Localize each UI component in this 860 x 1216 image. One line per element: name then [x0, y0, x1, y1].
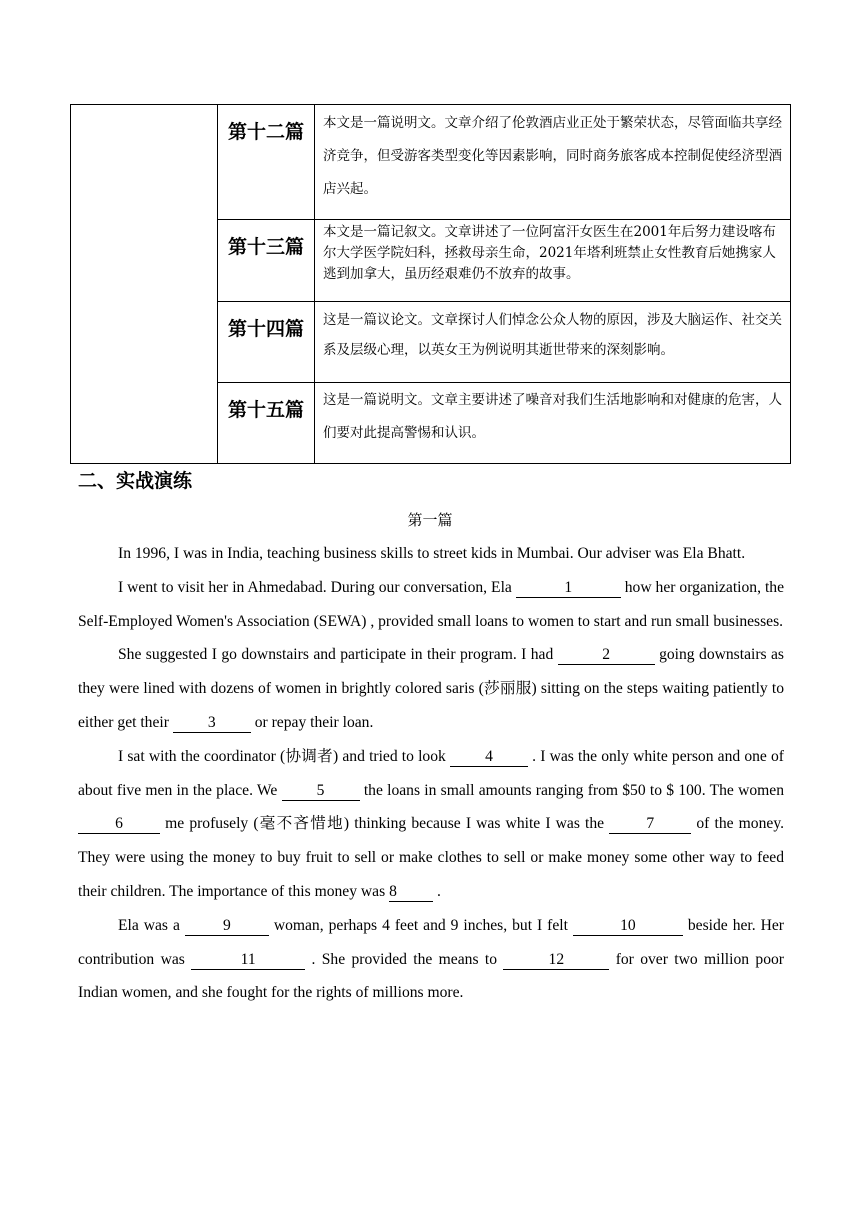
blank-4[interactable]: 4 — [450, 748, 528, 767]
blank-6[interactable]: 6 — [78, 815, 160, 834]
summary-table — [70, 104, 791, 464]
passage-label: 第十五篇 — [218, 383, 315, 464]
blank-5[interactable]: 5 — [282, 782, 360, 801]
passage-summary: 这是一篇说明文。文章主要讲述了噪音对我们生活地影响和对健康的危害，人们要对此提高警惕和认识。 — [315, 383, 791, 464]
blank-12[interactable]: 12 — [503, 951, 609, 970]
paragraph-text: the loans in small amounts ranging from $50 to $ 100. The women — [359, 781, 784, 799]
paragraph-2 — [78, 571, 784, 639]
paragraph-text: . I was the only white person and one of about five men in the place. We — [78, 747, 785, 799]
table-row — [71, 105, 791, 220]
section-title: 二、实战演练 — [78, 470, 193, 492]
blank-2[interactable]: 2 — [558, 646, 655, 665]
passage-summary: 本文是一篇记叙文。文章讲述了一位阿富汗女医生在2001年后努力建设喀布尔大学医学院妇科，拯救母亲生命，2021年塔利班禁止女性教育后她携家人逃到加拿大，虽历经艰难仍不放弃的故事。 — [315, 220, 791, 302]
passage-label: 第十四篇 — [218, 302, 315, 383]
paragraph-text: Ela was a — [118, 916, 185, 934]
paragraph-text: for over two million poor Indian women, and she fought for the rights of millions more. — [78, 950, 784, 1002]
paragraph-text: going downstairs as they were lined with dozens of women in brightly colored saris (莎丽服) sitting on the steps waiting patiently to either get their — [78, 646, 784, 731]
paragraph-text: She suggested I go downstairs and participate in their program. I had — [118, 646, 558, 664]
passage-body — [78, 537, 784, 1010]
passage-summary: 本文是一篇说明文。文章介绍了伦敦酒店业正处于繁荣状态，尽管面临共享经济竞争，但受游客类型变化等因素影响，同时商务旅客成本控制促使经济型酒店兴起。 — [315, 105, 791, 220]
paragraph-text: . — [433, 882, 441, 900]
paragraph-3 — [78, 638, 784, 739]
paragraph-5 — [78, 909, 784, 1010]
paragraph-text: In 1996, I was in India, teaching business skills to street kids in Mumbai. Our adviser was Ela Bhatt. — [118, 545, 746, 562]
passage-title: 第一篇 — [407, 511, 453, 529]
paragraph-text: me profusely (毫不吝惜地) thinking because I was white I was the — [160, 815, 610, 833]
blank-9[interactable]: 9 — [185, 917, 269, 936]
blank-10[interactable]: 10 — [573, 917, 683, 936]
paragraph-text: beside her. Her contribution was — [78, 916, 784, 968]
paragraph-text: I went to visit her in Ahmedabad. During our conversation, Ela — [118, 578, 516, 596]
table-empty-cell — [71, 105, 218, 464]
passage-label: 第十三篇 — [218, 220, 315, 302]
paragraph-text: woman, perhaps 4 feet and 9 inches, but I felt — [268, 916, 573, 934]
paragraph-text: or repay their loan. — [250, 713, 374, 731]
paragraph-text: how her organization, the Self-Employed Women's Association (SEWA) , provided small loans to women to start and run small businesses. — [78, 578, 784, 630]
blank-8[interactable]: 8 — [389, 883, 433, 902]
blank-11[interactable]: 11 — [191, 951, 305, 970]
paragraph-text: I sat with the coordinator (协调者) and tried to look — [118, 747, 450, 765]
paragraph-1 — [78, 537, 784, 571]
paragraph-text: . She provided the means to — [305, 950, 504, 968]
passage-label: 第十二篇 — [218, 105, 315, 220]
blank-7[interactable]: 7 — [609, 815, 691, 834]
blank-1[interactable]: 1 — [516, 579, 621, 598]
paragraph-text: of the money. They were using the money to buy fruit to sell or make clothes to sell or make money some other way to feed their children. The importance of this money was — [78, 815, 785, 900]
paragraph-4 — [78, 740, 784, 909]
passage-summary: 这是一篇议论文。文章探讨人们悼念公众人物的原因，涉及大脑运作、社交关系及层级心理，以英女王为例说明其逝世带来的深刻影响。 — [315, 302, 791, 383]
blank-3[interactable]: 3 — [173, 714, 251, 733]
